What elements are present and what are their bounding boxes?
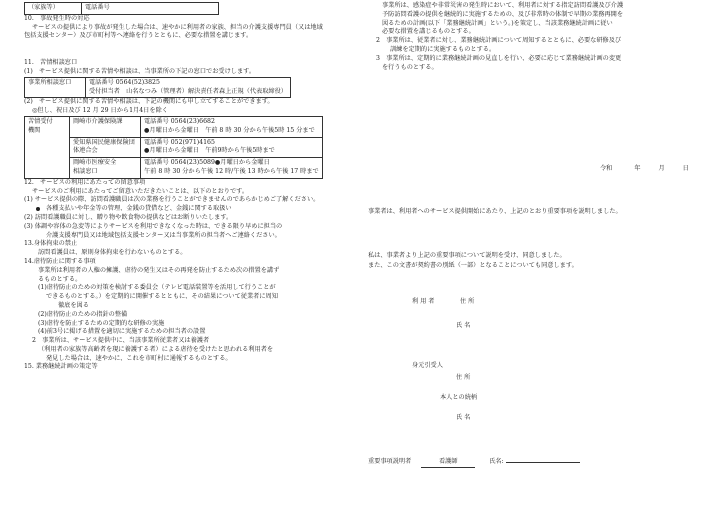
office-phone: 電話番号 0564(52)3825 bbox=[89, 78, 160, 86]
bcp-item-3-cont: を行うものとする。 bbox=[382, 63, 438, 71]
office-label: 事業所相談窓口 bbox=[25, 77, 86, 98]
section-12-heading: 12. サービスの利用にあたっての留意事項 bbox=[24, 178, 146, 186]
section-12-p3: (3) 体調や容体の急変等によりサービスを利用できなくなった時は、できる限り早めに担当の bbox=[24, 222, 283, 230]
left-column bbox=[24, 0, 354, 372]
section-12-bullet: 各種支払いや年金等の管理、金銭の貸借など、金銭に関する取扱い bbox=[24, 205, 354, 214]
agency-contact: 電話番号 0564(23)5089●月曜日から金曜日 午前 8 時 30 分から午後 12 時/午後 13 時から午後 17 時まで bbox=[141, 158, 323, 179]
bcp-paragraph: 事業所は、感染症や非常災害の発生時において、利用者に対する指定訪問看護及び介護 bbox=[382, 2, 624, 9]
relation-label: 本人との続柄 bbox=[440, 394, 478, 401]
section-14-line: るものとする。 bbox=[38, 275, 82, 283]
section-10-line: 包括支援センター）及び市町村等へ連絡を行うとともに、必要な措置を講じます。 bbox=[24, 32, 253, 40]
section-10-line: サービスの提供により事故が発生した場合は、速やかに利用者の家族、担当の介護支援専門員（又は地域 bbox=[32, 23, 323, 31]
bcp-item-2: 2 事業所は、従業者に対し、業務継続計画について周知するとともに、必要な研修及び bbox=[376, 37, 622, 45]
section-14-item: (2)虐待防止のための指針の整備 bbox=[38, 310, 128, 318]
section-12-p1: (1) サービス提供の際、訪問看護職員は次の業務を行うことができませんのであらかじめご了解ください。 bbox=[24, 196, 320, 204]
bullet-icon bbox=[36, 207, 40, 211]
agreement-line: また、この文書が契約書の別紙（一部）となることについても同意します。 bbox=[368, 262, 578, 269]
agency-name: 岡崎市介護保険課 bbox=[70, 116, 141, 137]
office-contact bbox=[86, 77, 291, 98]
section-14-item: (4)前3号に掲げる措置を適切に実施するための担当者の設置 bbox=[38, 328, 206, 336]
section-14-heading: 14.虐待防止に関する事項 bbox=[24, 257, 96, 265]
section-11-p2: (2) サービス提供に関する苦情や相談は、下記の機関にも申し立てすることができます。 bbox=[24, 98, 274, 106]
section-13-line: 訪問看護員は、原則身体拘束を行わないものとする。 bbox=[38, 249, 187, 257]
user-name-label: 氏 名 bbox=[456, 322, 471, 329]
explainer-label: 重要事項説明者 bbox=[368, 458, 412, 465]
family-contact-table bbox=[24, 2, 219, 15]
section-14-p2: 2 事業所は、サービス提供中に、当該事業所従業者又は養護者 bbox=[32, 337, 210, 345]
right-column bbox=[368, 2, 698, 72]
section-12-p2: (2) 訪問看護職員に対し、贈り物や飲食物の提供などはお断りいたします。 bbox=[24, 213, 233, 221]
office-contact-table bbox=[24, 77, 291, 99]
section-12-intro: サービスのご利用にあたってご留意いただきたいことは、以下のとおりです。 bbox=[32, 187, 249, 195]
family-label: （家族等） bbox=[25, 3, 82, 15]
section-14-p2-cont: 発見した場合は、速やかに、これを市町村に通報するものとする。 bbox=[46, 354, 232, 362]
agency-contact: 電話番号 052(971)4165 ●月曜日から金曜日 午前9時から午後5時まで bbox=[141, 137, 323, 158]
guarantor-name-label: 氏 名 bbox=[456, 414, 471, 421]
section-12-p3-cont: 介護支援専門員又は地域包括支援センター又は当事業所の担当者へご連絡ください。 bbox=[46, 231, 281, 239]
section-15-heading: 15. 業務継続計画の策定等 bbox=[24, 363, 98, 371]
explainer-signature bbox=[368, 458, 580, 468]
user-address-label: 住 所 bbox=[460, 298, 475, 305]
section-14-item: (1)虐待防止のための対策を検討する委員会（テレビ電話装置等を活用して行うことが bbox=[38, 284, 276, 292]
agency-contact: 電話番号 0564(23)6682 ●月曜日から金曜日 午前 8 時 30 分から午後5時 15 分まで bbox=[141, 116, 323, 137]
bcp-item-3: 3 事業所は、定期的に業務継続計画の見直しを行い、必要に応じて業務継続計画の変更 bbox=[376, 54, 622, 62]
bcp-paragraph: 予防訪問看護の提供を継続的に実施するための、及び非常時の体制で早期の業務再開を bbox=[382, 10, 624, 18]
explainer-name-line[interactable] bbox=[506, 462, 580, 463]
agency-name: 岡崎市医療安全 相談窓口 bbox=[70, 158, 141, 179]
section-14-line: 事業所は利用者の人権の擁護、虐待の発生又はその再発を防止するため次の措置を講ず bbox=[38, 266, 280, 274]
agency-label: 苦情受付 機関 bbox=[25, 116, 70, 178]
section-11-note: ◎但し、祝日及び 12 月 29 日から1月4日を除く bbox=[32, 107, 168, 115]
section-11-p1: (1) サービス提供に関する苦情や相談は、当事業所の下記の窓口でお受けします。 bbox=[24, 67, 256, 75]
section-14-item-cont: できるものとする。）を定期的に開催するとともに、その結果について従業者に周知 bbox=[46, 293, 278, 301]
user-label: 利 用 者 bbox=[412, 298, 435, 305]
guarantor-address-label: 住 所 bbox=[456, 374, 471, 381]
section-10-heading: 10. 事故発生時の対応 bbox=[24, 14, 90, 22]
phone-label: 電話番号 bbox=[82, 3, 219, 15]
explanation-statement: 事業者は、利用者へのサービス提供開始にあたり、上記のとおり重要事項を説明しました。 bbox=[368, 208, 622, 215]
date-line: 令和 年 月 日 bbox=[600, 165, 689, 172]
bcp-paragraph: 必要な措置を講じるものとする。 bbox=[382, 28, 475, 36]
section-13-heading: 13.身体拘束の禁止 bbox=[24, 240, 78, 248]
section-14-item-cont: 徹底を図る bbox=[58, 301, 89, 309]
bcp-paragraph: 図るための計画(以下「業務継続計画」という。)を策定し、当該業務継続計画に従い bbox=[382, 19, 613, 27]
agency-table bbox=[24, 116, 323, 179]
explainer-name-label: 氏名: bbox=[489, 458, 504, 465]
office-staff: 受付担当者 山名なつみ（管理者）解決責任者森上正規（代表取締役） bbox=[89, 87, 287, 95]
explainer-role: 看護師 bbox=[421, 458, 475, 468]
guarantor-label: 身元引受人 bbox=[412, 362, 443, 369]
bcp-item-2-cont: 訓練を定期的に実施するものとする。 bbox=[390, 45, 496, 53]
section-14-item: (3)虐待を防止するための定期的な研修の実施 bbox=[38, 319, 165, 327]
section-14-p2-cont: （利用者の家族等高齢者を現に養護する者）による虐待を受けたと思われる利用者を bbox=[38, 345, 274, 353]
agency-name: 愛知県国民健康保険団 体連合会 bbox=[70, 137, 141, 158]
agreement-line: 私は、事業者より上記の重要事項について説明を受け、同意しました。 bbox=[368, 252, 566, 259]
section-11-heading: 11. 苦情相談窓口 bbox=[24, 59, 78, 67]
